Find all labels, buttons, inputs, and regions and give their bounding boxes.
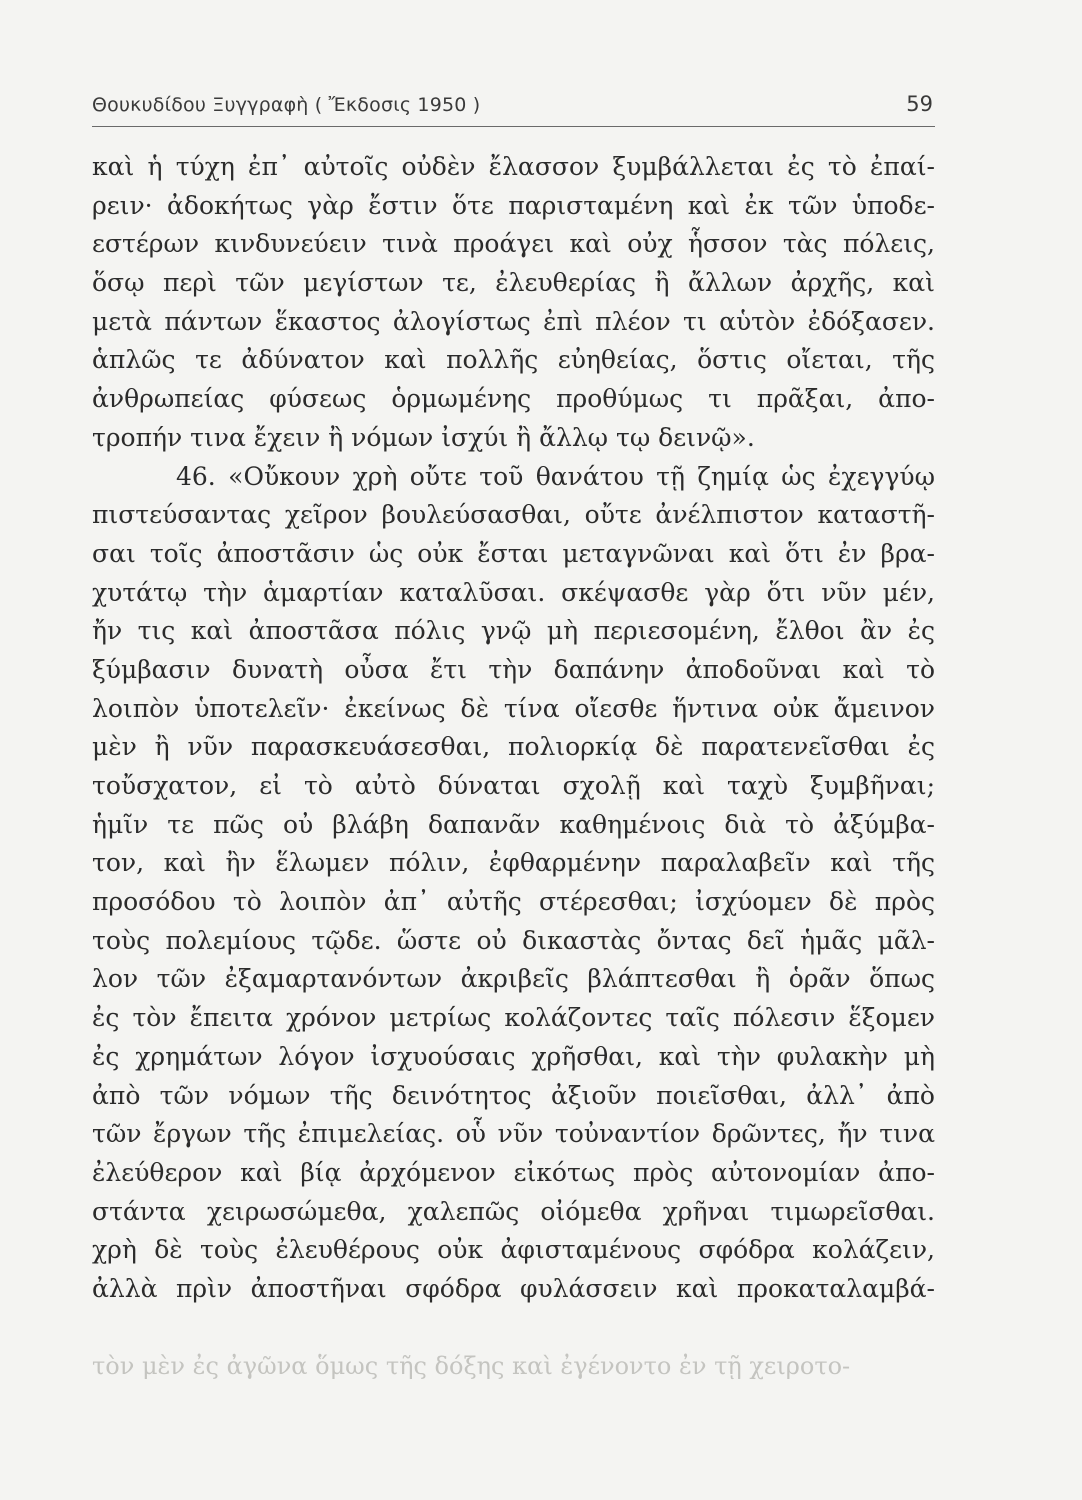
text-line: ἐλεύθερον καὶ βίᾳ ἀρχόμενον εἰκότως πρὸς αὐτονομίαν ἀπο- <box>92 1157 935 1187</box>
text-line: ἁπλῶς τε ἀδύνατον καὶ πολλῆς εὐηθείας, ὅστις οἴεται, τῆς <box>92 345 935 375</box>
text-line: λον τῶν ἐξαμαρτανόντων ἀκριβεῖς βλάπτεσθαι ἢ ὁρᾶν ὅπως <box>92 964 935 994</box>
text-line: τον, καὶ ἢν ἕλωμεν πόλιν, ἐφθαρμένην παραλαβεῖν καὶ τῆς <box>92 848 935 878</box>
page-number: 59 <box>906 92 933 116</box>
text-line: καὶ ἡ τύχη ἐπ᾽ αὐτοῖς οὐδὲν ἔλασσον ξυμβάλλεται ἐς τὸ ἐπαί- <box>92 152 935 181</box>
text-line: τοὺς πολεμίους τῷδε. ὥστε οὐ δικαστὰς ὄντας δεῖ ἡμᾶς μᾶλ- <box>92 925 935 955</box>
text-line: λοιπὸν ὑποτελεῖν· ἐκείνως δὲ τίνα οἴεσθε ἥντινα οὐκ ἄμεινον <box>92 693 935 723</box>
text-line: ἀνθρωπείας φύσεως ὁρμωμένης προθύμως τι πρᾶξαι, ἀπο- <box>92 384 935 414</box>
text-line: τοὔσχατον, εἰ τὸ αὐτὸ δύναται σχολῇ καὶ ταχὺ ξυμβῆναι; <box>92 771 935 800</box>
body-text <box>92 148 935 1309</box>
text-line: τῶν ἔργων τῆς ἐπιμελείας. οὗ νῦν τοὐναντίον δρῶντες, ἤν τινα <box>92 1119 935 1149</box>
text-line: ὅσῳ περὶ τῶν μεγίστων τε, ἐλευθερίας ἢ ἄλλων ἀρχῆς, καὶ <box>92 268 935 298</box>
text-line: σαι τοῖς ἀποστᾶσιν ὡς οὐκ ἔσται μεταγνῶναι καὶ ὅτι ἐν βρα- <box>92 538 935 568</box>
text-line: στάντα χειρωσώμεθα, χαλεπῶς οἰόμεθα χρῆναι τιμωρεῖσθαι. <box>92 1196 935 1226</box>
text-line: προσόδου τὸ λοιπὸν ἀπ᾽ αὐτῆς στέρεσθαι; ἰσχύομεν δὲ πρὸς <box>92 887 935 917</box>
text-line: ἐς χρημάτων λόγον ἰσχυούσαις χρῆσθαι, καὶ τὴν φυλακὴν μὴ <box>92 1041 935 1071</box>
paragraph-46 <box>92 458 935 1309</box>
text-line: πιστεύσαντας χεῖρον βουλεύσασθαι, οὔτε ἀνέλπιστον καταστῆ- <box>92 500 935 530</box>
running-title: Θουκυδίδου Ξυγγραφὴ ( Ἔκδοσις 1950 ) <box>92 94 481 116</box>
running-head <box>92 90 935 127</box>
text-line: χυτάτῳ τὴν ἁμαρτίαν καταλῦσαι. σκέψασθε γὰρ ὅτι νῦν μέν, <box>92 577 935 607</box>
show-through-text: τὸν μὲν ἐς ἀγῶνα ὅμως τῆς δόξης καὶ ἐγένοντο ἐν τῇ χειροτο- <box>92 1352 851 1380</box>
text-line: ἐς τὸν ἔπειτα χρόνον μετρίως κολάζοντες ταῖς πόλεσιν ἕξομεν <box>92 1003 935 1033</box>
text-line: μὲν ἢ νῦν παρασκευάσεσθαι, πολιορκίᾳ δὲ παρατενεῖσθαι ἐς <box>92 732 935 762</box>
text-line: ρειν· ἀδοκήτως γὰρ ἔστιν ὅτε παρισταμένη καὶ ἐκ τῶν ὑποδε- <box>92 190 935 220</box>
text-line: ξύμβασιν δυνατὴ οὖσα ἔτι τὴν δαπάνην ἀποδοῦναι καὶ τὸ <box>92 654 935 684</box>
text-line: τροπήν τινα ἔχειν ἢ νόμων ἰσχύι ἢ ἄλλῳ τῳ δεινῷ». <box>92 422 755 452</box>
text-line: ἤν τις καὶ ἀποστᾶσα πόλις γνῷ μὴ περιεσομένη, ἔλθοι ἂν ἐς <box>92 616 935 646</box>
text-line: εστέρων κινδυνεύειν τινὰ προάγει καὶ οὐχ ἧσσον τὰς πόλεις, <box>92 229 935 259</box>
chapter-start-line: 46. «Οὔκουν χρὴ οὔτε τοῦ θανάτου τῇ ζημίᾳ ὡς ἐχεγγύῳ <box>176 461 935 491</box>
text-line: ἀπὸ τῶν νόμων τῆς δεινότητος ἀξιοῦν ποιεῖσθαι, ἀλλ᾽ ἀπὸ <box>92 1080 935 1110</box>
paragraph-1 <box>92 148 935 458</box>
text-line: ἡμῖν τε πῶς οὐ βλάβη δαπανᾶν καθημένοις διὰ τὸ ἀξύμβα- <box>92 809 935 839</box>
text-line: χρὴ δὲ τοὺς ἐλευθέρους οὐκ ἀφισταμένους σφόδρα κολάζειν, <box>92 1235 935 1265</box>
text-line: μετὰ πάντων ἕκαστος ἀλογίστως ἐπὶ πλέον τι αὑτὸν ἐδόξασεν. <box>92 306 935 336</box>
text-line: ἀλλὰ πρὶν ἀποστῆναι σφόδρα φυλάσσειν καὶ προκαταλαμβά- <box>92 1273 935 1303</box>
